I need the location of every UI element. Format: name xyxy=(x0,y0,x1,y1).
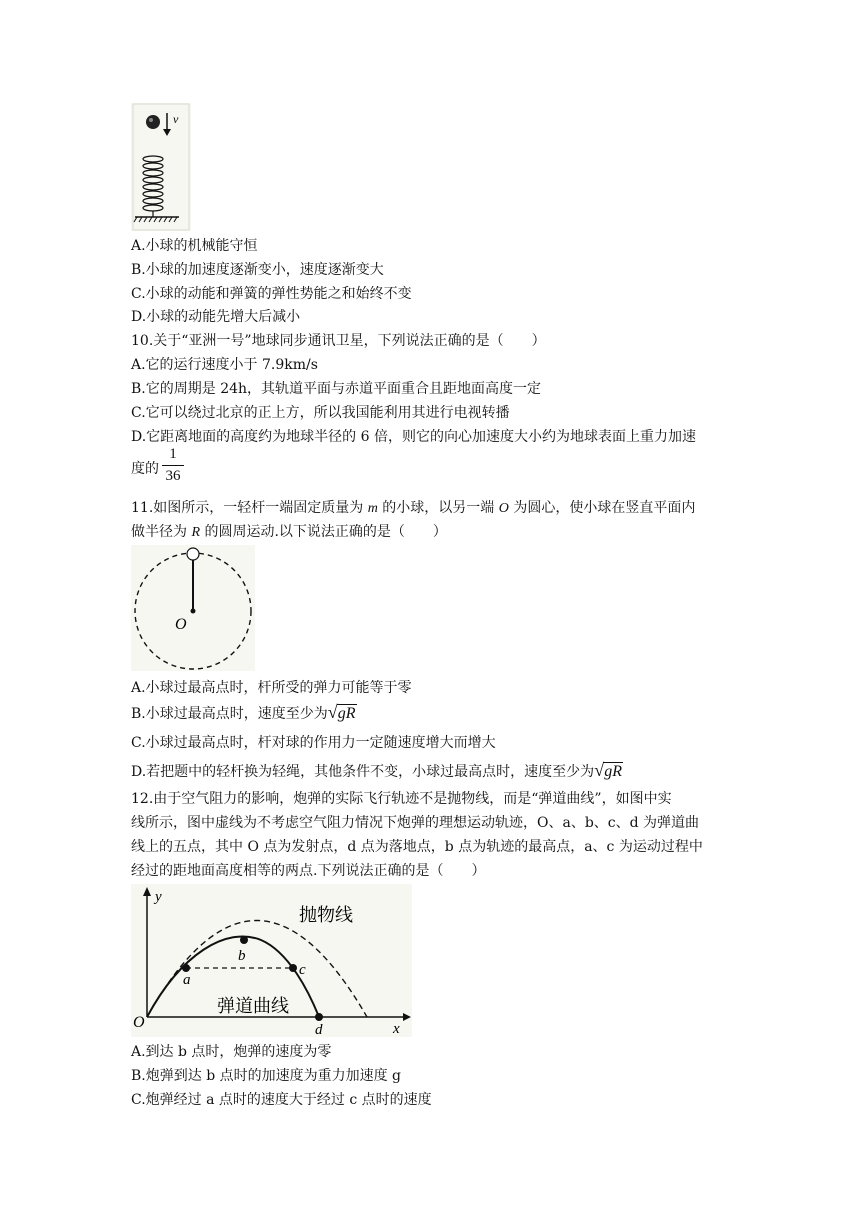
q10-option-b: B.它的周期是 24h，其轨道平面与赤道平面重合且距地面高度一定 xyxy=(131,381,542,397)
x-axis-label: x xyxy=(393,1021,400,1037)
q11-option-b: B.小球过最高点时，速度至少为 √ gR xyxy=(131,702,356,722)
q11-stem-line2: 做半径为 R 的圆周运动.以下说法正确的是（ ） xyxy=(131,524,447,540)
point-d-label: d xyxy=(315,1022,323,1037)
y-axis-label: y xyxy=(155,889,162,905)
center-point xyxy=(191,609,196,614)
q10-option-c: C.它可以绕过北京的正上方，所以我国能利用其进行电视转播 xyxy=(131,405,510,421)
point-b-label: b xyxy=(238,948,246,964)
ball xyxy=(187,548,199,560)
velocity-label: v xyxy=(173,112,179,126)
spring xyxy=(143,156,163,217)
q11-option-c: C.小球过最高点时，杆对球的作用力一定随速度增大而增大 xyxy=(131,735,496,751)
point-b xyxy=(240,936,248,944)
q12-stem-line2: 线所示，图中虚线为不考虑空气阻力情况下炮弹的理想运动轨迹，O、a、b、c、d 为弹道曲 xyxy=(131,815,700,831)
q11-stem-line1: 11.如图所示，一轻杆一端固定质量为 m 的小球，以另一端 O 为圆心，使小球在竖直平面内 xyxy=(131,500,696,516)
point-c-label: c xyxy=(299,962,306,978)
spring-ball-diagram xyxy=(131,103,191,231)
point-a xyxy=(182,964,190,972)
q10-option-d-cont: 度的 xyxy=(131,461,159,477)
ballistic-figure xyxy=(131,884,412,1037)
q12-option-b: B.炮弹到达 b 点时的加速度为重力加速度 g xyxy=(131,1068,402,1084)
q9-option-d: D.小球的动能先增大后减小 xyxy=(131,309,301,325)
origin-label: O xyxy=(133,1014,145,1031)
q10-option-d: D.它距离地面的高度约为地球半径的 6 倍，则它的向心加速度大小约为地球表面上重力加速 xyxy=(131,429,696,445)
spring-ball-figure xyxy=(131,103,191,231)
fraction-denominator: 36 xyxy=(165,468,181,484)
fraction-numerator: 1 xyxy=(169,446,177,462)
rod-circle-diagram xyxy=(131,545,255,671)
q11-option-d: D.若把题中的轻杆换为轻绳，其他条件不变，小球过最高点时，速度至少为 √ gR xyxy=(131,760,622,780)
q9-option-c: C.小球的动能和弹簧的弹性势能之和始终不变 xyxy=(131,286,412,302)
q10-option-a: A.它的运行速度小于 7.9km/s xyxy=(131,357,318,373)
q12-stem-line4: 经过的距地面高度相等的两点.下列说法正确的是（ ） xyxy=(131,863,486,879)
point-d xyxy=(315,1013,323,1021)
q9-option-b: B.小球的加速度逐渐变小，速度逐渐变大 xyxy=(131,262,384,278)
q11-option-a: A.小球过最高点时，杆所受的弹力可能等于零 xyxy=(131,680,412,696)
q12-stem-line3: 线上的五点，其中 O 点为发射点，d 点为落地点，b 点为轨迹的最高点，a、c 为运动过程中 xyxy=(131,839,703,855)
ball xyxy=(146,115,160,129)
center-label: O xyxy=(175,616,187,633)
q12-option-a: A.到达 b 点时，炮弹的速度为零 xyxy=(131,1044,332,1060)
ballistic-label: 弹道曲线 xyxy=(217,996,289,1017)
q12-option-c: C.炮弹经过 a 点时的速度大于经过 c 点时的速度 xyxy=(131,1092,432,1108)
sqrt-gR: √ gR xyxy=(594,760,622,780)
q12-stem-line1: 12.由于空气阻力的影响，炮弹的实际飞行轨迹不是抛物线，而是“弹道曲线”，如图中实 xyxy=(131,791,672,807)
parabola-label: 抛物线 xyxy=(299,905,353,926)
point-c xyxy=(289,964,297,972)
rod-circle-figure xyxy=(131,545,255,671)
point-a-label: a xyxy=(183,972,191,988)
fraction-1-36 xyxy=(159,446,187,485)
q9-option-a: A.小球的机械能守恒 xyxy=(131,238,258,254)
ballistic-diagram xyxy=(131,884,412,1037)
sqrt-gR: √ gR xyxy=(327,702,356,722)
q10-stem: 10.关于“亚洲一号”地球同步通讯卫星，下列说法正确的是（ ） xyxy=(131,333,546,349)
